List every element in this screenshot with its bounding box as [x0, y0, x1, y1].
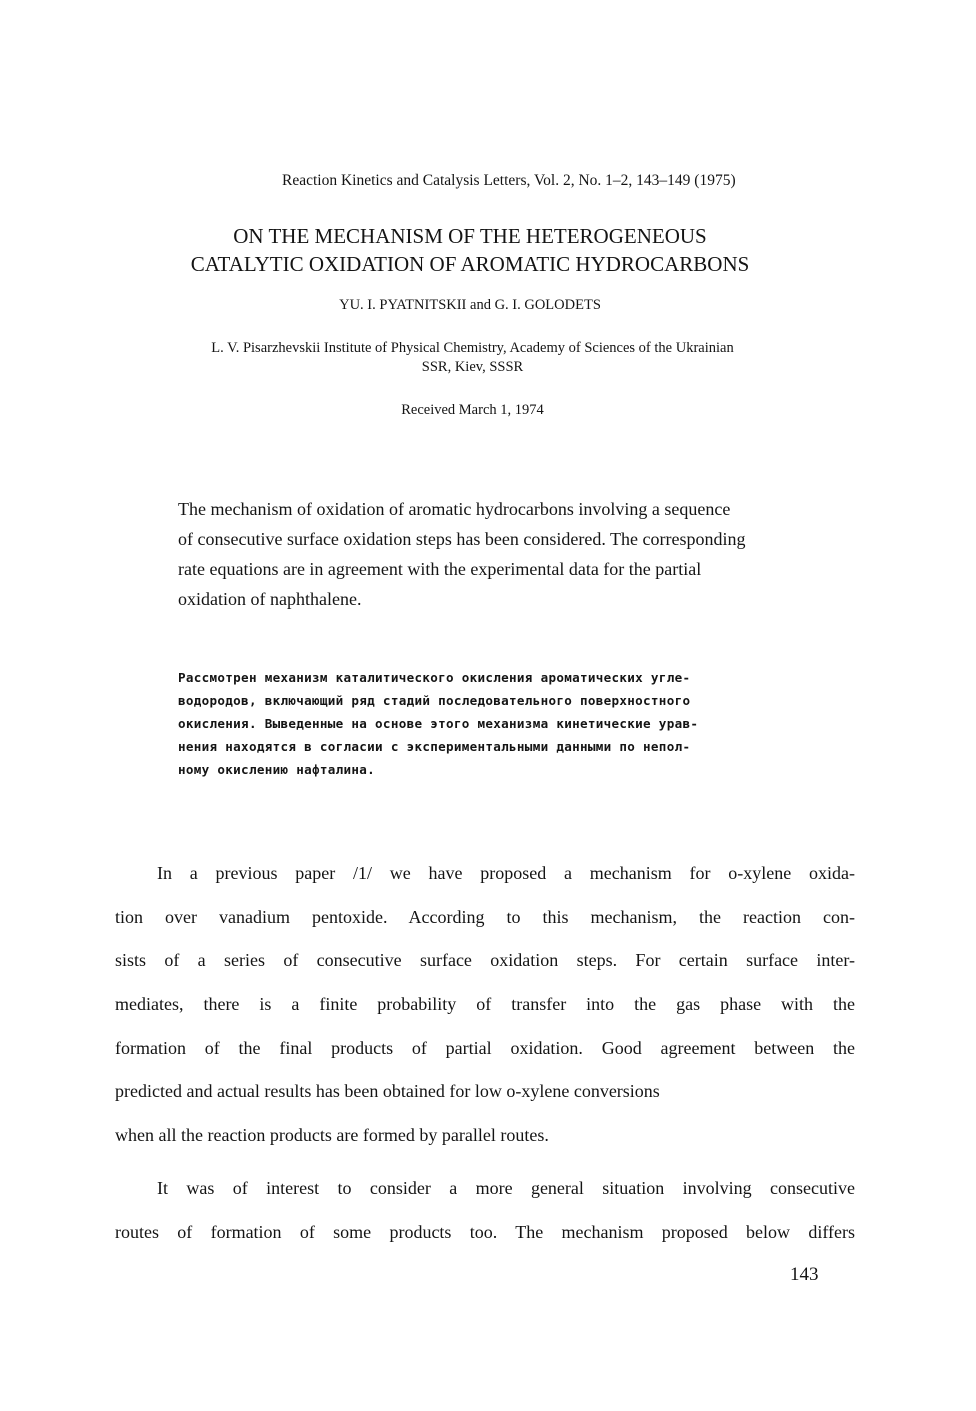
abstract-en-line: rate equations are in agreement with the experimental data for the partial: [178, 559, 702, 579]
affiliation: [100, 339, 845, 377]
body-line: In a previous paper /1/ we have proposed a mechanism for o-xylene oxida-: [157, 863, 855, 883]
body-line: predicted and actual results has been obtained for low o-xylene conversions: [115, 1081, 660, 1102]
body-line: sists of a series of consecutive surface oxidation steps. For certain surface inter-: [115, 950, 855, 971]
body-paragraph-2: [115, 1178, 855, 1265]
authors: YU. I. PYATNITSKII and G. I. GOLODETS: [339, 297, 601, 313]
abstract-en-line: oxidation of naphthalene.: [178, 589, 362, 609]
body-line: when all the reaction products are formed by parallel routes.: [115, 1125, 549, 1146]
received-date: Received March 1, 1974: [401, 402, 544, 418]
abstract-en-line: of consecutive surface oxidation steps has been considered. The corresponding: [178, 529, 746, 549]
abstract-ru-line: водородов, включающий ряд стадий последовательного поверхностного: [178, 693, 691, 708]
abstract-ru-line: окисления. Выведенные на основе этого механизма кинетические урав-: [178, 716, 699, 731]
body-line: formation of the final products of partial oxidation. Good agreement between the: [115, 1037, 855, 1058]
body-paragraph-1: [115, 863, 855, 1169]
paper-title: [100, 222, 840, 278]
body-line: tion over vanadium pentoxide. According to this mechanism, the reaction con-: [115, 906, 855, 927]
abstract-english: [178, 494, 868, 614]
abstract-russian: [178, 666, 868, 781]
page-number: 143: [790, 1264, 819, 1285]
title-line-2: CATALYTIC OXIDATION OF AROMATIC HYDROCARBONS: [190, 252, 750, 276]
abstract-ru-line: ному окислению нафталина.: [178, 762, 376, 777]
affiliation-line-2: SSR, Kiev, SSSR: [421, 359, 524, 375]
abstract-ru-line: нения находятся в согласии с экспериментальными данными по непол-: [178, 739, 691, 754]
body-line: mediates, there is a finite probability of transfer into the gas phase with the: [115, 994, 855, 1015]
journal-citation: Reaction Kinetics and Catalysis Letters, Vol. 2, No. 1–2, 143–149 (1975): [282, 172, 736, 189]
body-line: It was of interest to consider a more general situation involving consecutive: [157, 1178, 855, 1198]
body-line: routes of formation of some products too. The mechanism proposed below differs: [115, 1221, 855, 1242]
title-line-1: ON THE MECHANISM OF THE HETEROGENEOUS: [233, 224, 707, 248]
abstract-en-line: The mechanism of oxidation of aromatic hydrocarbons involving a sequence: [178, 499, 731, 519]
affiliation-line-1: L. V. Pisarzhevskii Institute of Physical Chemistry, Academy of Sciences of the Ukrainian: [211, 340, 734, 356]
abstract-ru-line: Рассмотрен механизм каталитического окисления ароматических угле-: [178, 670, 691, 685]
